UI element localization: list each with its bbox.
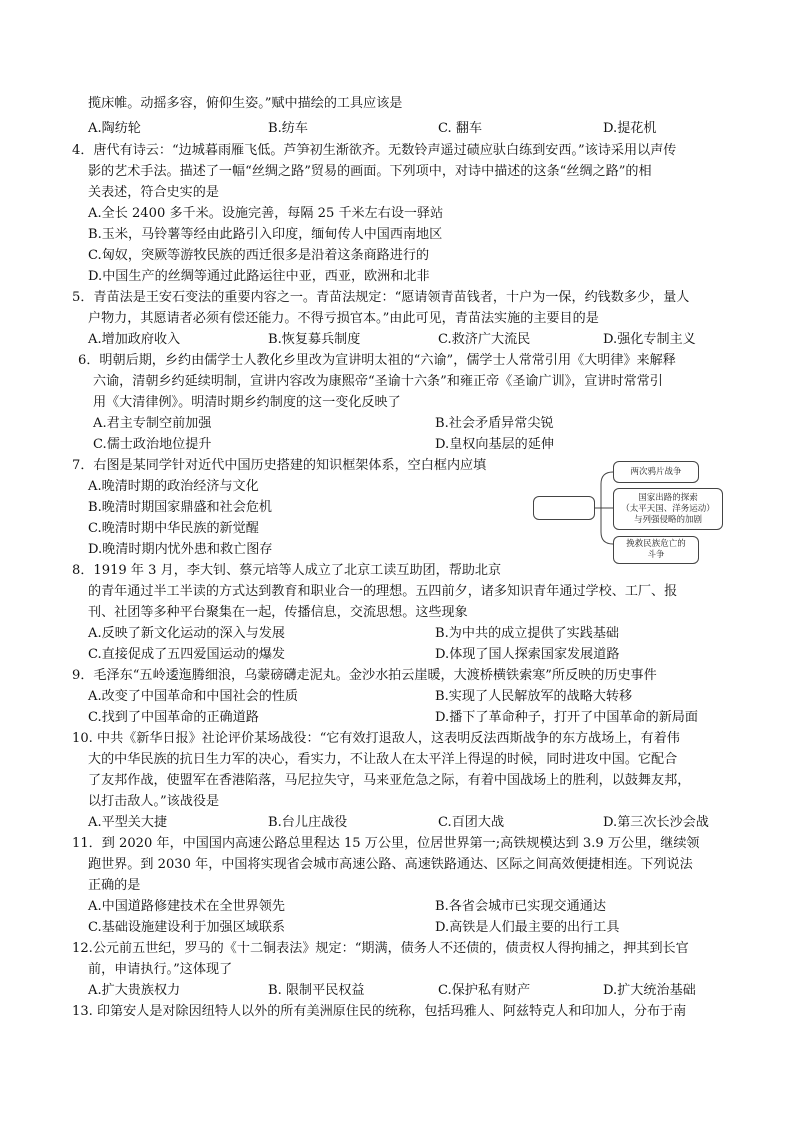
q6-stem: 6．明朝后期，乡约由儒学士人教化乡里改为宣讲明太祖的“六谕”，儒学士人常常引用《大明律》来解释 (78, 353, 676, 368)
q11-option-c: C.基础设施建设利于加强区域联系 (88, 920, 286, 935)
q13-stem: 13. 印第安人是对除因纽特人以外的所有美洲原住民的统称，包括玛雅人、阿兹特克人和印加人，分布于南 (72, 1004, 687, 1019)
q10-option-c: C.百团大战 (438, 815, 505, 830)
q3-option-c: C. 翻车 (438, 121, 483, 136)
q3-stem-tail: 揽床帷。动摇多容，俯仰生姿。”赋中描绘的工具应该是 (88, 96, 403, 111)
q3-option-b: B.纺车 (268, 121, 308, 136)
q7-option-b: B.晚清时期国家鼎盛和社会危机 (88, 500, 273, 515)
q10-stem: 10. 中共《新华日报》社论评价某场战役：“它有效打退敌人，这表明反法西斯战争的东方战场上，有着伟 (72, 731, 680, 746)
knowledge-framework-diagram (533, 458, 723, 568)
q8-option-c: C.直接促成了五四爱国运动的爆发 (88, 647, 286, 662)
q5-option-d: D.强化专制主义 (603, 332, 696, 347)
q9-option-c: C.找到了中国革命的正确道路 (88, 710, 259, 725)
q8-option-b: B.为中共的成立提供了实践基础 (435, 626, 620, 641)
q10-option-b: B.台儿庄战役 (268, 815, 348, 830)
q8-stem: 的青年通过半工半读的方式达到教育和职业合一的理想。五四前夕，诸多知识青年通过学校、工厂、报 (88, 584, 678, 599)
q6-stem: 六谕，清朝乡约延续明制，宣讲内容改为康熙帝“圣谕十六条”和雍正帝《圣谕广训》，宣讲时常常引 (93, 374, 663, 389)
q5-option-c: C.救济广大流民 (438, 332, 531, 347)
q4-stem: 影的艺术手法。描述了一幅“丝绸之路”贸易的画面。下列项中，对诗中描述的这条“丝绸之路”的相 (88, 164, 652, 179)
q4-stem: 4．唐代有诗云：“边城暮雨雁飞低。芦笋初生渐欲齐。无数铃声遥过碛应驮白练到安西。”该诗采用以声传 (72, 143, 677, 158)
q8-option-d: D.体现了国人探索国家发展道路 (435, 647, 620, 662)
q9-option-a: A.改变了中国革命和中国社会的性质 (88, 689, 299, 704)
q4-option-c: C.匈奴，突厥等游牧民族的西迁很多是沿着这条商路进行的 (88, 248, 430, 263)
q11-option-d: D.高铁是人们最主要的出行工具 (435, 920, 620, 935)
q3-option-d: D.提花机 (603, 121, 657, 136)
q9-option-b: B.实现了人民解放军的战略大转移 (435, 689, 633, 704)
q4-stem: 关表述，符合史实的是 (88, 185, 219, 200)
q12-option-c: C.保护私有财产 (438, 983, 531, 998)
diagram-box-salvation: 挽救民族危亡的 斗争 (613, 536, 699, 564)
q7-stem: 7．右图是某同学针对近代中国历史搭建的知识框架体系，空白框内应填 (72, 458, 487, 473)
q9-option-d: D.播下了革命种子，打开了中国革命的新局面 (435, 710, 698, 725)
q12-option-a: A.扩大贵族权力 (88, 983, 181, 998)
q5-stem: 5．青苗法是王安石变法的重要内容之一。青苗法规定：“愿请领青苗钱者，十户为一保，约钱数多少，量人 (72, 290, 690, 305)
q10-stem: 了友邦作战，使盟军在香港陷落，马尼拉失守，马来亚危急之际，有着中国战场上的胜利，以鼓舞友邦， (88, 773, 691, 788)
q11-option-b: B.各省会城市已实现交通通达 (435, 899, 606, 914)
q4-option-b: B.玉米，马铃薯等经由此路引入印度，缅甸传人中国西南地区 (88, 227, 443, 242)
q8-stem: 刊、社团等多种平台聚集在一起，传播信息，交流思想。这些现象 (88, 605, 468, 620)
q5-stem: 户物力，其愿请者必须有偿还能力。不得亏损官本。”由此可见，青苗法实施的主要目的是 (88, 311, 599, 326)
q10-option-a: A.平型关大捷 (88, 815, 168, 830)
q11-stem: 正确的是 (88, 878, 141, 893)
diagram-box-exploration: 国家出路的探索 （太平天国、洋务运动） 与列强侵略的加剧 (613, 488, 723, 530)
q7-option-d: D.晚清时期内忧外患和救亡图存 (88, 542, 273, 557)
q12-option-d: D.扩大统治基础 (603, 983, 696, 998)
q11-option-a: A.中国道路修建技术在全世界领先 (88, 899, 285, 914)
q6-option-d: D.皇权向基层的延伸 (435, 437, 554, 452)
q11-stem: 跑世界。到 2030 年，中国将实现省会城市高速公路、高速铁路通达、区际之间高效便捷相连。下列说法 (88, 857, 693, 872)
q3-option-a: A.陶纺轮 (88, 121, 141, 136)
q5-option-b: B.恢复募兵制度 (268, 332, 361, 347)
q8-stem: 8．1919 年 3 月，李大钊、蔡元培等人成立了北京工读互助团，帮助北京 (72, 563, 502, 578)
q6-option-b: B.社会矛盾异常尖锐 (435, 416, 554, 431)
q7-option-c: C.晚清时期中华民族的新觉醒 (88, 521, 259, 536)
q6-stem: 用《大清律例》。明清时期乡约制度的这一变化反映了 (93, 395, 401, 410)
q6-option-a: A.君主专制空前加强 (93, 416, 212, 431)
q9-stem: 9．毛泽东“五岭逶迤腾细浪，乌蒙磅礴走泥丸。金沙水拍云崖暖，大渡桥横铁索寒”所反映的历史事件 (72, 668, 657, 683)
q4-option-d: D.中国生产的丝绸等通过此路运往中亚，西亚，欧洲和北非 (88, 269, 430, 284)
q10-option-d: D.第三次长沙会战 (603, 815, 709, 830)
diagram-box-opium-wars: 两次鸦片战争 (613, 461, 699, 483)
q6-option-c: C.儒士政治地位提升 (93, 437, 212, 452)
blank-answer-box (533, 496, 595, 520)
q12-stem: 12.公元前五世纪，罗马的《十二铜表法》规定：“期满，债务人不还债的，债责权人得拘捕之，押其到长官 (72, 941, 689, 956)
q7-option-a: A.晚清时期的政治经济与文化 (88, 479, 259, 494)
q5-option-a: A.增加政府收入 (88, 332, 181, 347)
q4-option-a: A.全长 2400 多千米。设施完善，每隔 25 千米左右设一驿站 (88, 206, 444, 221)
q10-stem: 大的中华民族的抗日生力军的决心，看实力，不让敌人在太平洋上得逞的时候，同时进攻中国。它配合 (88, 752, 678, 767)
q12-option-b: B. 限制平民权益 (268, 983, 365, 998)
q11-stem: 11．到 2020 年，中国国内高速公路总里程达 15 万公里，位居世界第一;高铁规模达到 3.9 万公里，继续领 (72, 836, 700, 851)
q10-stem: 以打击敌人。”该战役是 (88, 794, 220, 809)
q8-option-a: A.反映了新文化运动的深入与发展 (88, 626, 285, 641)
q12-stem: 前，申请执行。”这体现了 (88, 962, 233, 977)
